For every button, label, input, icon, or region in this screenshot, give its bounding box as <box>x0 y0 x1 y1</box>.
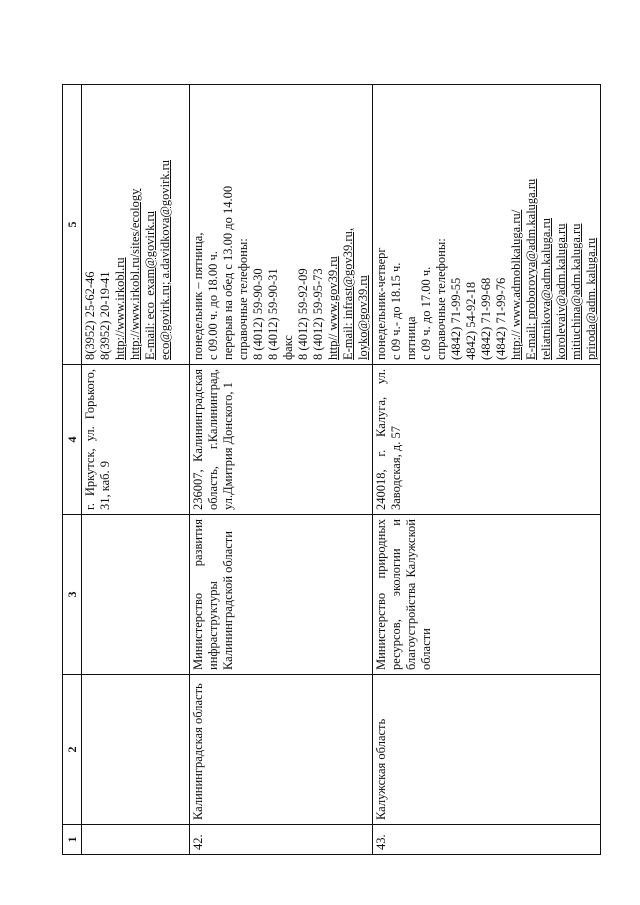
organ-cell <box>82 515 190 675</box>
table-row-kaluga <box>373 85 601 855</box>
contact-link[interactable]: eco@govirk.ru; a.davidkova@govirk.ru <box>158 159 172 360</box>
contact-link[interactable]: E-mail: eco_exam@govirk.ru <box>143 211 157 360</box>
contact-link[interactable]: http:// www.admoblkaluga.ru/ <box>509 209 523 360</box>
contact-line: 8 (4012) 59-95-73 <box>311 268 325 360</box>
row-number <box>82 825 190 855</box>
contact-line: (4842) 71-99-76 <box>494 277 508 360</box>
contacts-cell <box>373 85 601 365</box>
contact-line: 8 (4012) 59-90-30 <box>251 268 265 360</box>
header-cell-1: 1 <box>63 825 82 855</box>
contact-line: 8 (4012) 59-92-09 <box>296 268 310 360</box>
address-cell: 240018, г. Калуга, ул. Заводская, д. 57 <box>373 365 601 515</box>
contact-link[interactable]: priroda@adm. kaluga.ru <box>584 237 598 360</box>
contacts-cell <box>190 85 373 365</box>
header-cell-4: 4 <box>63 365 82 515</box>
row-number: 42. <box>190 825 373 855</box>
rotated-page <box>62 85 598 855</box>
contacts-cell <box>82 85 190 365</box>
contact-link[interactable]: http// www.gov39.ru <box>326 256 340 360</box>
contact-line: 8 (4012) 59-90-31 <box>266 268 280 360</box>
address-cell: 236007, Калининградская область, г.Калининград, ул.Дмитрия Донского, 1 <box>190 365 373 515</box>
contact-line: понедельник-четверг <box>374 247 388 360</box>
contact-line: с 09.00 ч. до 18.00 ч. <box>206 251 220 360</box>
table-row-irkutsk <box>82 85 190 855</box>
contact-line: понедельник – пятница, <box>191 232 205 360</box>
contact-line: с 09 ч. до 17.00 ч. <box>419 266 433 360</box>
contact-link[interactable]: http://www.irkobl.ru <box>113 257 127 360</box>
address-cell: г. Иркутск, ул. Горького, 31, каб. 9 <box>82 365 190 515</box>
table-row-kaliningrad <box>190 85 373 855</box>
contact-line: 8(3952) 20-19-41 <box>98 271 112 360</box>
contact-line: перерыв на обед с 13.00 до 14.00 <box>221 185 235 360</box>
contact-link[interactable]: teliatnikova@adm.kaluga.ru <box>539 217 553 360</box>
contact-line: (4842) 71-99-68 <box>479 277 493 360</box>
region-cell: Калужская область <box>373 675 601 825</box>
contact-line: с 09 ч.- до 18.15 ч. <box>389 262 403 360</box>
contact-line: справочные телефоны: <box>434 238 448 360</box>
contact-link[interactable]: E-mail: proborovya@adm.kaluga.ru <box>524 178 538 360</box>
region-cell <box>82 675 190 825</box>
contact-line: 4842) 54-92-18 <box>464 281 478 360</box>
header-cell-5: 5 <box>63 85 82 365</box>
contact-line: (4842) 71-99-55 <box>449 277 463 360</box>
organizations-table <box>62 84 601 855</box>
contact-link[interactable]: http://www.irkobl.ru/sites/ecology <box>128 188 142 360</box>
header-row <box>63 85 82 855</box>
contact-line: факс <box>281 335 295 360</box>
contact-link[interactable]: korolevaiv@adm.kaluga.ru <box>554 223 568 360</box>
contact-link[interactable]: E-mail: infrast@gov39.ru, <box>341 228 355 360</box>
contact-line: справочные телефоны: <box>236 238 250 360</box>
row-number: 43. <box>373 825 601 855</box>
contact-link[interactable]: mitiuchina@adm.kaluga.ru <box>569 223 583 360</box>
contact-line: пятница <box>404 316 418 360</box>
organ-cell: Министерство развития инфраструктуры Калининградской области <box>190 515 373 675</box>
header-cell-2: 2 <box>63 675 82 825</box>
contact-link[interactable]: loyko@gov39.ru <box>356 275 370 360</box>
organ-cell: Министерство природных ресурсов, экологии и благоустройства Калужской области <box>373 515 601 675</box>
header-cell-3: 3 <box>63 515 82 675</box>
region-cell: Калининградская область <box>190 675 373 825</box>
contact-line: 8(3952) 25-62-46 <box>83 271 97 360</box>
